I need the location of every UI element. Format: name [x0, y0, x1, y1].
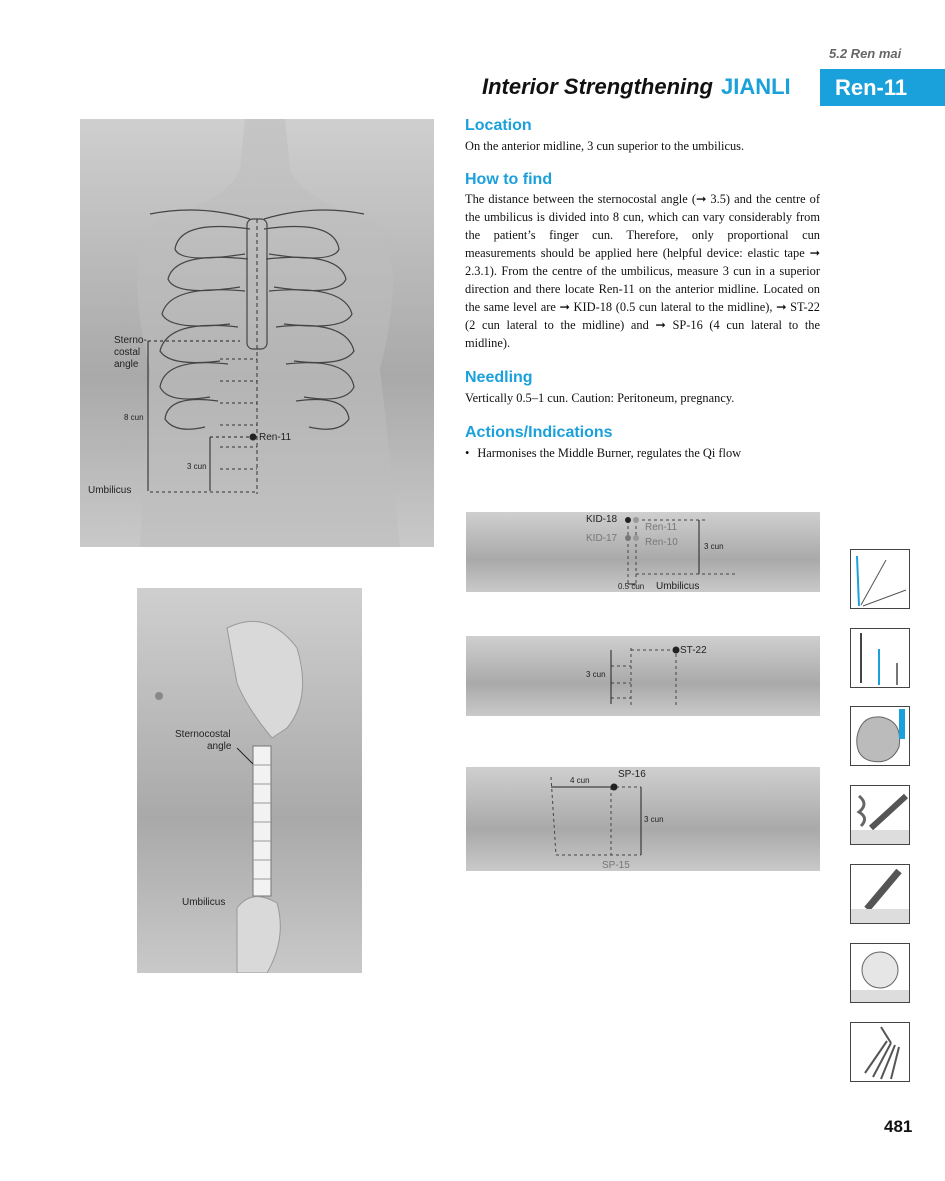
- kid18-diagram: [466, 512, 820, 592]
- sternocostal-label-2: costal: [114, 347, 141, 358]
- page-number: 481: [884, 1117, 913, 1136]
- st22-diagram: [466, 636, 820, 716]
- ren11-label: Ren-11: [259, 432, 292, 443]
- how-to-find-heading: How to find: [465, 171, 553, 188]
- needle-insertion-icon: [850, 864, 910, 924]
- kid-cun3-label: 3 cun: [704, 542, 724, 551]
- actions-list: • Harmonises the Middle Burner, regulates the Qi flow: [465, 446, 742, 460]
- kid-cun05-label: 0.5 cun: [618, 582, 645, 591]
- cun3-label: 3 cun: [187, 462, 207, 471]
- kid-umbilicus-label: Umbilicus: [656, 581, 700, 592]
- st-cun3-label: 3 cun: [586, 670, 606, 679]
- moxa-stick-icon: [850, 785, 910, 845]
- pinyin-name: JIANLI: [721, 74, 791, 99]
- st22-photo: [466, 636, 820, 716]
- tape-sternocostal-label: Sternocostal: [175, 729, 231, 740]
- kid18-photo: [466, 512, 820, 592]
- sp16-photo: [466, 767, 820, 871]
- kid17-label: KID-17: [586, 533, 618, 544]
- sp-cun4-label: 4 cun: [570, 776, 590, 785]
- action-item: Harmonises the Middle Burner, regulates the Qi flow: [477, 446, 742, 460]
- ren11-kid-label: Ren-11: [645, 522, 678, 533]
- how-to-find-text: The distance between the sternocostal angle (➞ 3.5) and the centre of the umbilicus is divided into 8 cun, which can vary considerably from the patient’s finger cun. Therefore, only proportional cun measurements should be applied here (helpful device: elastic tape ➞ 2.3.1). From the centre of the umbilicus, measure 3 cun in a superior direction and there locate Ren-11 on the anterior midline. Located on the same level are ➞ KID-18 (0.5 cun lateral to the midline), ➞ ST-22 (2 cun lateral to the midline) and ➞ SP-16 (4 cun lateral to the midline).: [465, 192, 820, 350]
- needle-sizes-icon: [850, 628, 910, 688]
- tape-photo: [137, 588, 362, 973]
- cun8-label: 8 cun: [124, 413, 144, 422]
- sternocostal-label-1: Sterno-: [114, 335, 147, 346]
- tape-angle-label: angle: [207, 741, 232, 752]
- hand-skeleton-icon: [850, 1022, 910, 1082]
- point-title: [482, 74, 791, 100]
- st22-label: ST-22: [680, 645, 707, 656]
- ribcage-diagram: [80, 119, 434, 547]
- sp15-label: SP-15: [602, 860, 630, 871]
- sp16-label: SP-16: [618, 769, 646, 780]
- english-name: Interior Strengthening: [482, 74, 713, 99]
- cupping-icon: [850, 943, 910, 1003]
- kid18-label: KID-18: [586, 514, 618, 525]
- tape-umbilicus-label: Umbilicus: [182, 897, 226, 908]
- sternocostal-label-3: angle: [114, 359, 139, 370]
- needling-text: Vertically 0.5–1 cun. Caution: Peritoneum, pregnancy.: [465, 391, 735, 405]
- location-heading: Location: [465, 117, 532, 134]
- location-text: On the anterior midline, 3 cun superior to the umbilicus.: [465, 139, 745, 153]
- tape-diagram: [137, 588, 362, 973]
- sp16-diagram: [466, 767, 820, 871]
- actions-heading: Actions/Indications: [465, 424, 613, 441]
- sp-cun3-label: 3 cun: [644, 815, 664, 824]
- torso-photo: [80, 119, 434, 547]
- point-code-tab: Ren-11: [820, 69, 945, 106]
- needles-icon: [850, 549, 910, 609]
- organs-needle-icon: [850, 706, 910, 766]
- umbilicus-label: Umbilicus: [88, 485, 132, 496]
- ren10-label: Ren-10: [645, 537, 678, 548]
- needling-heading: Needling: [465, 369, 533, 386]
- section-label: 5.2 Ren mai: [829, 46, 902, 61]
